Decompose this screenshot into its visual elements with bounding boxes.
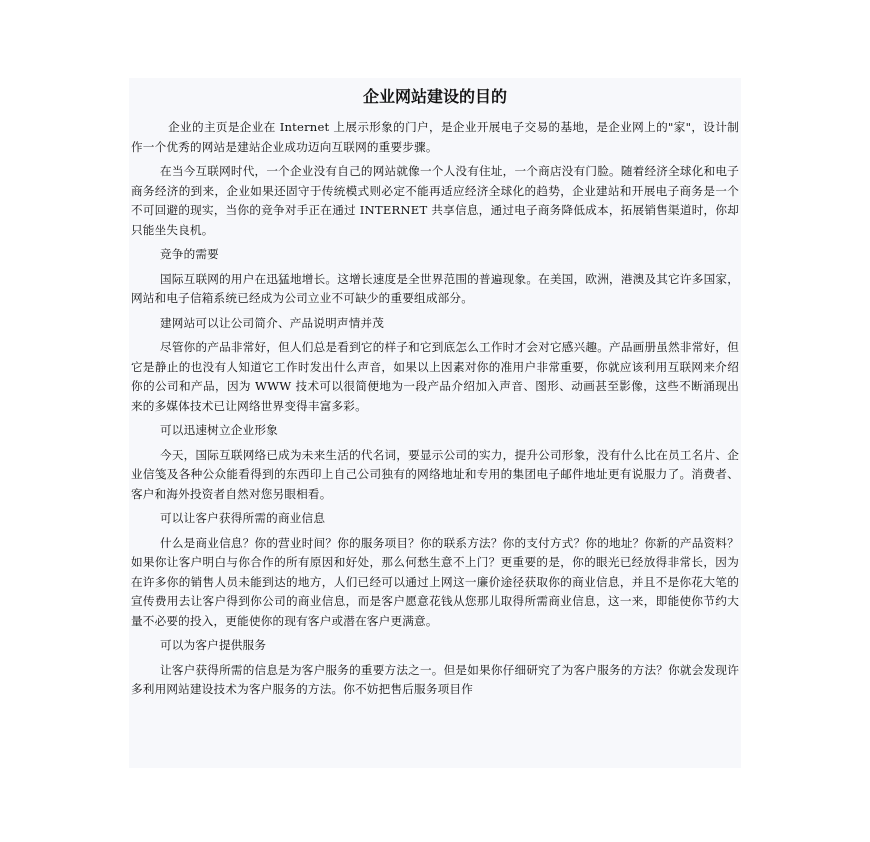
section-heading-corporate-image: 可以迅速树立企业形象 [160,423,278,437]
section-heading-customer-service: 可以为客户提供服务 [160,638,267,652]
section-text-competition: 国际互联网的用户在迅猛地增长。这增长速度是全世界范围的普遍现象。在美国，欧洲，港澳及其它许多国家，网站和电子信箱系统已经成为公司立业不可缺少的重要组成部分。 [131,271,739,305]
intro-paragraph-1: 企业的主页是企业在 Internet 上展示形象的门户，是企业开展电子交易的基地，是企业网上的"家"，设计制作一个优秀的网站是建站企业成功迈向互联网的重要步骤。 [131,120,739,154]
section-text-product-intro: 尽管你的产品非常好，但人们总是看到它的样子和它到底怎么工作时才会对它感兴趣。产品画册虽然非常好，但它是静止的也没有人知道它工作时发出什么声音，如果以上因素对你的准用户非常重要，你就应该利用互联网来介绍你的公司和产品，因为 WWW 技术可以很简便地为一段产品介绍加入声音、图形、动画甚至影像，这些不断涌现出来的多媒体技术已让网络世界变得丰富多彩。 [131,340,739,413]
document-body [129,108,741,700]
document-title: 企业网站建设的目的 [362,87,507,106]
section-heading-product-intro: 建网站可以让公司简介、产品说明声情并茂 [160,315,385,330]
document-page [129,78,741,768]
section-text-corporate-image: 今天，国际互联网络已成为未来生活的代名词，要显示公司的实力，提升公司形象，没有什么比在员工名片、企业信笺及各种公众能看得到的东西印上自己公司独有的网络地址和专用的集团电子邮件地址更有说服力了。消费者、客户和海外投资者自然对您另眼相看。 [131,447,739,501]
section-heading-competition: 竞争的需要 [160,247,219,261]
section-text-customer-service: 让客户获得所需的信息是为客户服务的重要方法之一。但是如果你仔细研究了为客户服务的方法？你就会发现许多利用网站建设技术为客户服务的方法。你不妨把售后服务项目作 [131,662,739,696]
section-text-business-info: 什么是商业信息？你的营业时间？你的服务项目？你的联系方法？你的支付方式？你的地址？你新的产品资料？如果你让客户明白与你合作的所有原因和好处，那么何愁生意不上门？更重要的是，你的眼光已经放得非常长，因为在许多你的销售人员未能到达的地方，人们已经可以通过上网这一廉价途径获取你的商业信息，并且不是你花大笔的宣传费用去让客户得到你公司的商业信息，而是客户愿意花钱从您那儿取得所需商业信息，这一来，即能使你节约大量不必要的投入，更能使你的现有客户或潜在客户更满意。 [131,535,739,628]
section-heading-business-info: 可以让客户获得所需的商业信息 [160,511,326,525]
intro-paragraph-2: 在当今互联网时代，一个企业没有自己的网站就像一个人没有住址，一个商店没有门脸。随着经济全球化和电子商务经济的到来，企业如果还固守于传统模式则必定不能再适应经济全球化的趋势，企业建站和开展电子商务是一个不可回避的现实，当你的竞争对手正在通过 INTERNET 共享信息，通过电子商务降低成本，拓展销售渠道时，你却只能坐失良机。 [131,164,739,237]
